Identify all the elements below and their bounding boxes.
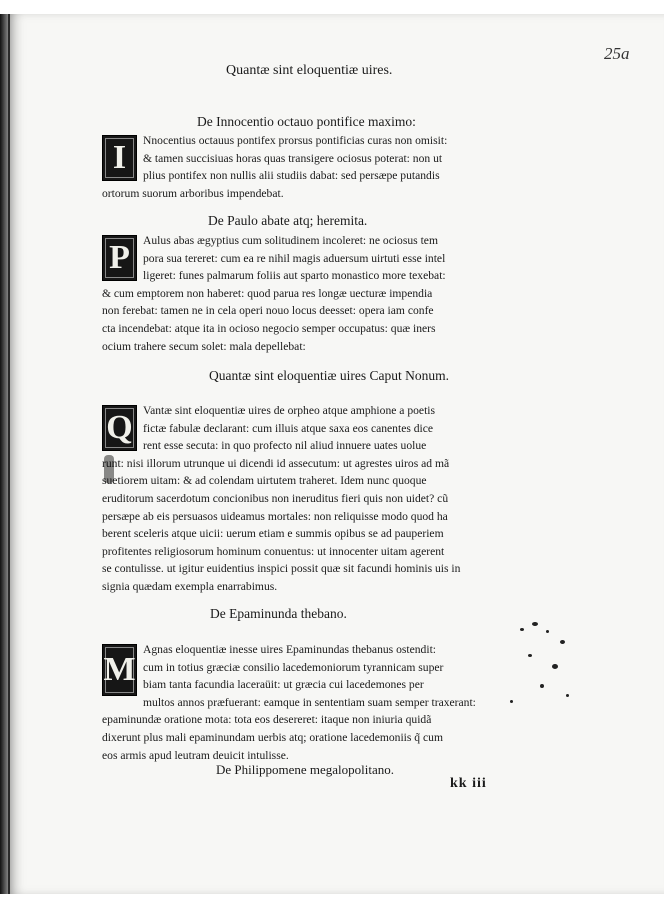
chapter-heading-caput-nonum: Quantæ sint eloquentiæ uires Caput Nonum. <box>209 368 449 383</box>
ink-speck <box>540 684 544 688</box>
text-line: fictæ fabulæ declarant: cum illuis atque saxa eos canentes dice <box>143 421 434 435</box>
text-line: Vantæ sint eloquentiæ uires de orpheo atque amphione a poetis <box>143 404 436 417</box>
text-line: multos annos præfuerant: eamque in sententiam suam semper traxerant: <box>143 695 476 709</box>
text-line: epaminundæ oratione mota: tota eos desereret: itaque non iniuria quidã <box>102 713 432 727</box>
signature-mark: kk iii <box>450 776 487 791</box>
ink-smudge <box>104 455 114 483</box>
text-line: biam tanta facundia laceraüit: ut græcia cui lacedemones per <box>143 678 424 692</box>
text-line: & tamen succisiuas horas quas transigere ociosus poterat: non ut <box>143 151 443 165</box>
text-line: ortorum suorum arboribus impendebat. <box>102 186 284 200</box>
running-head: Quantæ sint eloquentiæ uires. <box>226 63 393 78</box>
text-line: runt: nisi illorum utrunque ui dicendi id assecutum: ut agrestes uiros ad mã <box>102 456 450 470</box>
text-line: Aulus abas ægyptius cum solitudinem incoleret: ne ociosus tem <box>143 234 438 247</box>
text-line: se contulisse. ut igitur euidentius inspici possit quæ sit facundi hominis uis in <box>102 562 461 576</box>
text-line: persæpe ab eis persuasos uideamus mortales: non reliquisse modo quod ha <box>102 509 448 523</box>
ink-speck <box>546 630 549 633</box>
decorated-initial-m: M <box>102 644 137 696</box>
text-line: suetiorem uitam: & ad colendam uirtutem traheret. Idem nunc quoque <box>102 474 427 488</box>
text-line: berent sceleris atque uicii: uerum etiam e summis opibus se ad pauperiem <box>102 527 444 541</box>
text-line: plius pontifex non nullis alii studiis dabat: sed persæpe putandis <box>143 169 440 183</box>
catchword: De Philippomene megalopolitano. <box>216 762 394 777</box>
section-text-eloquentia <box>102 402 502 596</box>
text-line: rent esse secuta: in quo profecto nil aliud innuere uates uolue <box>143 439 427 453</box>
text-line: eos armis apud leutram deuicit intulisse. <box>102 748 289 762</box>
text-line: Agnas eloquentiæ inesse uires Epaminundas thebanus ostendit: <box>143 643 437 656</box>
text-line: cta incendebat: atque ita in ocioso negocio semper occupatus: quæ iners <box>102 321 436 335</box>
section-heading-paulus: De Paulo abate atq; heremita. <box>208 213 368 228</box>
ink-speck <box>520 628 524 631</box>
text-line: profitentes religiosorum hominum conuentus: ut innocenter uitam agerent <box>102 544 445 558</box>
text-line: dixerunt plus mali epaminundam uerbis atq; oratione lacedemoniis q̃ cum <box>102 730 443 744</box>
section-heading-innocentius: De Innocentio octauo pontifice maximo: <box>197 114 416 129</box>
text-line: non ferebat: tamen ne in cela operi nouo locus deesset: opera iam confe <box>102 304 434 318</box>
text-line: ligeret: funes palmarum foliis aut sparto monastico more texebat: <box>143 269 446 283</box>
ink-speck <box>510 700 513 703</box>
folio-number: 25a <box>604 44 630 63</box>
ink-speck <box>566 694 569 697</box>
decorated-initial-i: I <box>102 135 137 181</box>
section-text-epaminunda <box>102 641 502 764</box>
text-line: pora sua tereret: cum ea re nihil magis aduersum uirtuti esse intel <box>143 251 446 265</box>
text-line: ocium trahere secum solet: mala depellebat: <box>102 339 306 353</box>
decorated-initial-q: Q <box>102 405 137 451</box>
section-text-innocentius <box>102 132 502 202</box>
text-line: eruditorum sacerdotum concionibus non ineruditus fieri quis non uidet? cũ <box>102 491 449 505</box>
ink-speck <box>532 622 538 626</box>
ink-speck <box>560 640 565 644</box>
decorated-initial-p: P <box>102 235 137 281</box>
ink-speck <box>528 654 532 657</box>
text-line: cum in totius græciæ consilio lacedemoniorum tyrannicam super <box>143 660 444 674</box>
section-text-paulus <box>102 232 502 355</box>
ink-speck <box>552 664 558 669</box>
section-heading-epaminunda: De Epaminunda thebano. <box>210 606 347 621</box>
text-line: signia quædam exempla enarrabimus. <box>102 579 278 593</box>
text-line: Nnocentius octauus pontifex prorsus pontificias curas non omisit: <box>143 134 448 147</box>
text-line: & cum emptorem non haberet: quod parua res longæ uecturæ impendia <box>102 286 433 300</box>
